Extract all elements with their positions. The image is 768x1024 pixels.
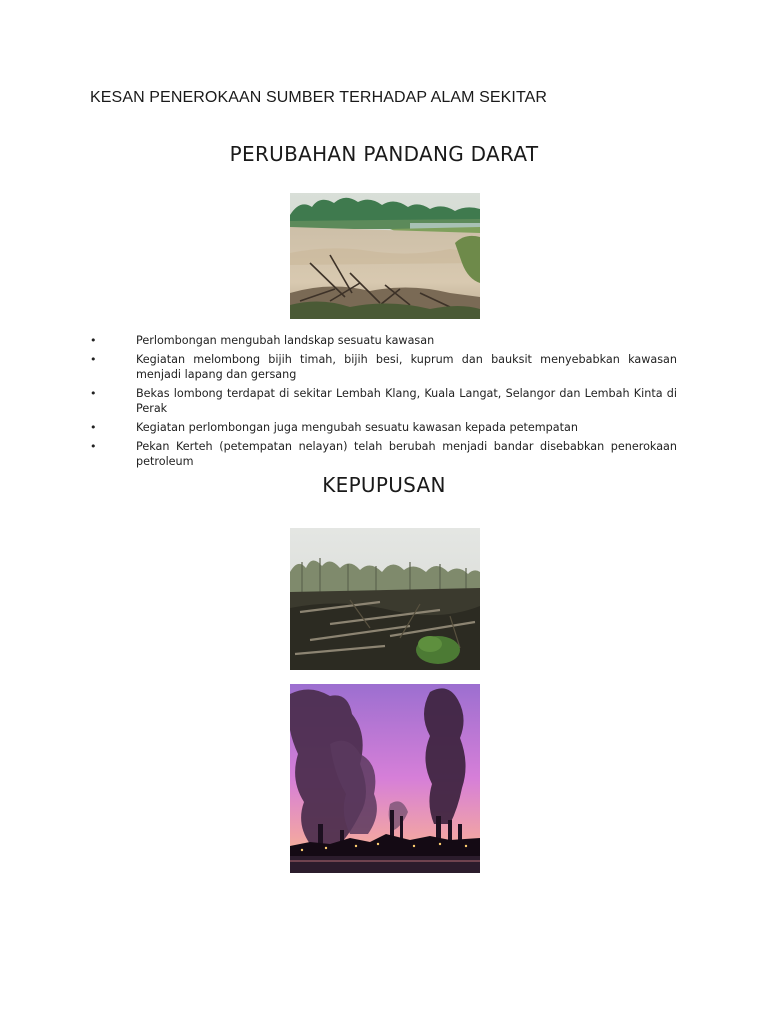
bullet-icon: •	[90, 421, 97, 434]
list-item	[0, 333, 768, 348]
cleared-land-photo	[290, 193, 480, 319]
bullet-icon: •	[90, 334, 97, 347]
list-item	[0, 352, 768, 382]
section-title-kepupusan: KEPUPUSAN	[322, 473, 446, 497]
list-item	[0, 439, 768, 469]
deforestation-photo	[290, 528, 480, 670]
bullet-icon: •	[90, 387, 97, 400]
list-item-text: Pekan Kerteh (petempatan nelayan) telah berubah menjadi bandar disebabkan penerokaan petroleum	[136, 440, 677, 468]
list-item	[0, 420, 768, 435]
bullet-list	[0, 333, 768, 473]
factory-pollution-photo	[290, 684, 480, 873]
bullet-icon: •	[90, 440, 97, 453]
list-item-text: Bekas lombong terdapat di sekitar Lembah Klang, Kuala Langat, Selangor dan Lembah Kinta di Perak	[136, 387, 677, 415]
list-item-text: Perlombongan mengubah landskap sesuatu kawasan	[136, 334, 435, 347]
document-heading: KESAN PENEROKAAN SUMBER TERHADAP ALAM SEKITAR	[90, 89, 548, 106]
bullet-icon: •	[90, 353, 97, 366]
list-item-text: Kegiatan melombong bijih timah, bijih besi, kuprum dan bauksit menyebabkan kawasan menjadi lapang dan gersang	[136, 353, 677, 381]
list-item-text: Kegiatan perlombongan juga mengubah sesuatu kawasan kepada petempatan	[136, 421, 578, 434]
list-item	[0, 386, 768, 416]
section-title-perubahan-pandang-darat: PERUBAHAN PANDANG DARAT	[229, 142, 539, 166]
